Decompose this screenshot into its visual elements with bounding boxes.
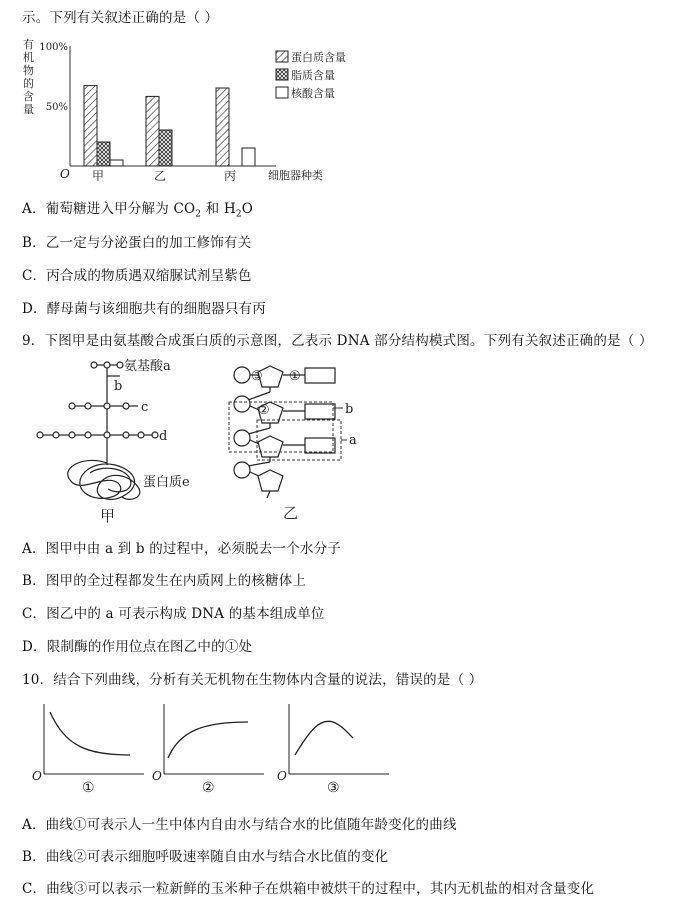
legend-label: 蛋白质含量: [291, 51, 346, 64]
d-label: d: [159, 429, 168, 444]
q8-option-d: D．酵母菌与该细胞共有的细胞器只有丙: [22, 301, 266, 317]
legend-swatch: [276, 69, 288, 80]
dna-label-a: a: [349, 433, 357, 448]
organelle-content-bar-chart: [14, 32, 364, 190]
bar-2-2: [242, 148, 255, 166]
legend-swatch: [276, 51, 288, 62]
q10-option-b: B．曲线②可表示细胞呼吸速率随自由水与结合水比值的变化: [22, 849, 389, 865]
legend-swatch: [276, 87, 288, 98]
category-label: 甲: [92, 169, 105, 183]
chart-origin: O: [60, 167, 70, 181]
y-axis-label-char: 机: [23, 51, 34, 64]
curve-2-origin: O: [152, 769, 162, 783]
q10-option-c: C．曲线③可以表示一粒新鲜的玉米种子在烘箱中被烘干的过程中，其内无机盐的相对含量变化: [22, 881, 595, 897]
y-axis-label-char: 有: [23, 38, 34, 51]
q9-stem: 9．下图甲是由氨基酸合成蛋白质的示意图，乙表示 DNA 部分结构模式图。下列有关叙述正确的是（ ）: [22, 333, 653, 349]
curve-graph-3: [275, 700, 395, 800]
y-axis-label-char: 量: [23, 103, 34, 116]
q9-option-c: C．图乙中的 a 可表示构成 DNA 的基本组成单位: [22, 606, 325, 622]
dna-label-1: ①: [289, 369, 301, 384]
curve-graph-2: [150, 700, 270, 800]
q10-option-a: A．曲线①可表示人一生中体内自由水与结合水的比值随年龄变化的曲线: [22, 817, 457, 833]
bar-2-0: [216, 88, 229, 166]
figure-yi-caption: 乙: [283, 504, 299, 522]
y-axis-label-char: 的: [23, 77, 34, 90]
curve-1-label: ①: [82, 780, 95, 796]
y-axis-label-char: 含: [23, 90, 34, 103]
legend-label: 核酸含量: [291, 87, 335, 100]
bar-1-1: [159, 130, 172, 166]
curve-1-origin: O: [32, 769, 42, 783]
curve-graph-1: [30, 700, 150, 800]
category-label: 乙: [154, 169, 167, 183]
q9-option-b: B．图甲的全过程都发生在内质网上的核糖体上: [22, 573, 307, 589]
category-label: 丙: [224, 169, 237, 183]
protein-e-label: 蛋白质e: [143, 475, 190, 490]
bar-0-1: [97, 142, 110, 166]
dna-label-3: ③: [251, 369, 263, 384]
bar-0-0: [84, 86, 97, 166]
curve-3-label: ③: [327, 780, 340, 796]
q9-option-d: D．限制酶的作用位点在图乙中的①处: [22, 639, 253, 655]
q8-option-a: A．葡萄糖进入甲分解为 $CO_2$ 和 $H_2O$: [22, 201, 254, 220]
q10-stem: 10．结合下列曲线，分析有关无机物在生物体内含量的说法，错误的是（ ）: [22, 672, 483, 688]
bar-0-2: [110, 160, 123, 166]
y-tick-50: 50%: [45, 102, 68, 113]
amino-acid-a-label: 氨基酸a: [124, 359, 171, 374]
amino-acid-to-protein-diagram: [30, 355, 220, 525]
c-label: c: [141, 400, 149, 415]
dna-structure-diagram: [225, 358, 385, 523]
q8-option-b: B．乙一定与分泌蛋白的加工修饰有关: [22, 235, 252, 251]
dna-label-b: b: [345, 402, 354, 417]
legend-label: 脂质含量: [291, 69, 335, 82]
q8-option-c: C．丙合成的物质遇双缩脲试剂呈紫色: [22, 268, 252, 284]
chart-legend: [276, 50, 346, 100]
figure-jia-caption: 甲: [100, 507, 116, 525]
intro-line: 示。下列有关叙述正确的是（ ）: [22, 10, 219, 26]
bar-1-0: [146, 96, 159, 166]
b-label: b: [114, 379, 123, 394]
curve-2-label: ②: [202, 780, 215, 796]
y-axis-label: [23, 38, 34, 116]
y-axis-label-char: 物: [23, 64, 34, 77]
x-axis-label: 细胞器种类: [268, 169, 323, 182]
dna-label-2: ②: [258, 403, 270, 418]
y-tick-100: 100%: [39, 42, 68, 53]
q9-option-a: A．图甲中由 a 到 b 的过程中，必须脱去一个水分子: [22, 541, 342, 557]
curve-3-origin: O: [277, 769, 287, 783]
